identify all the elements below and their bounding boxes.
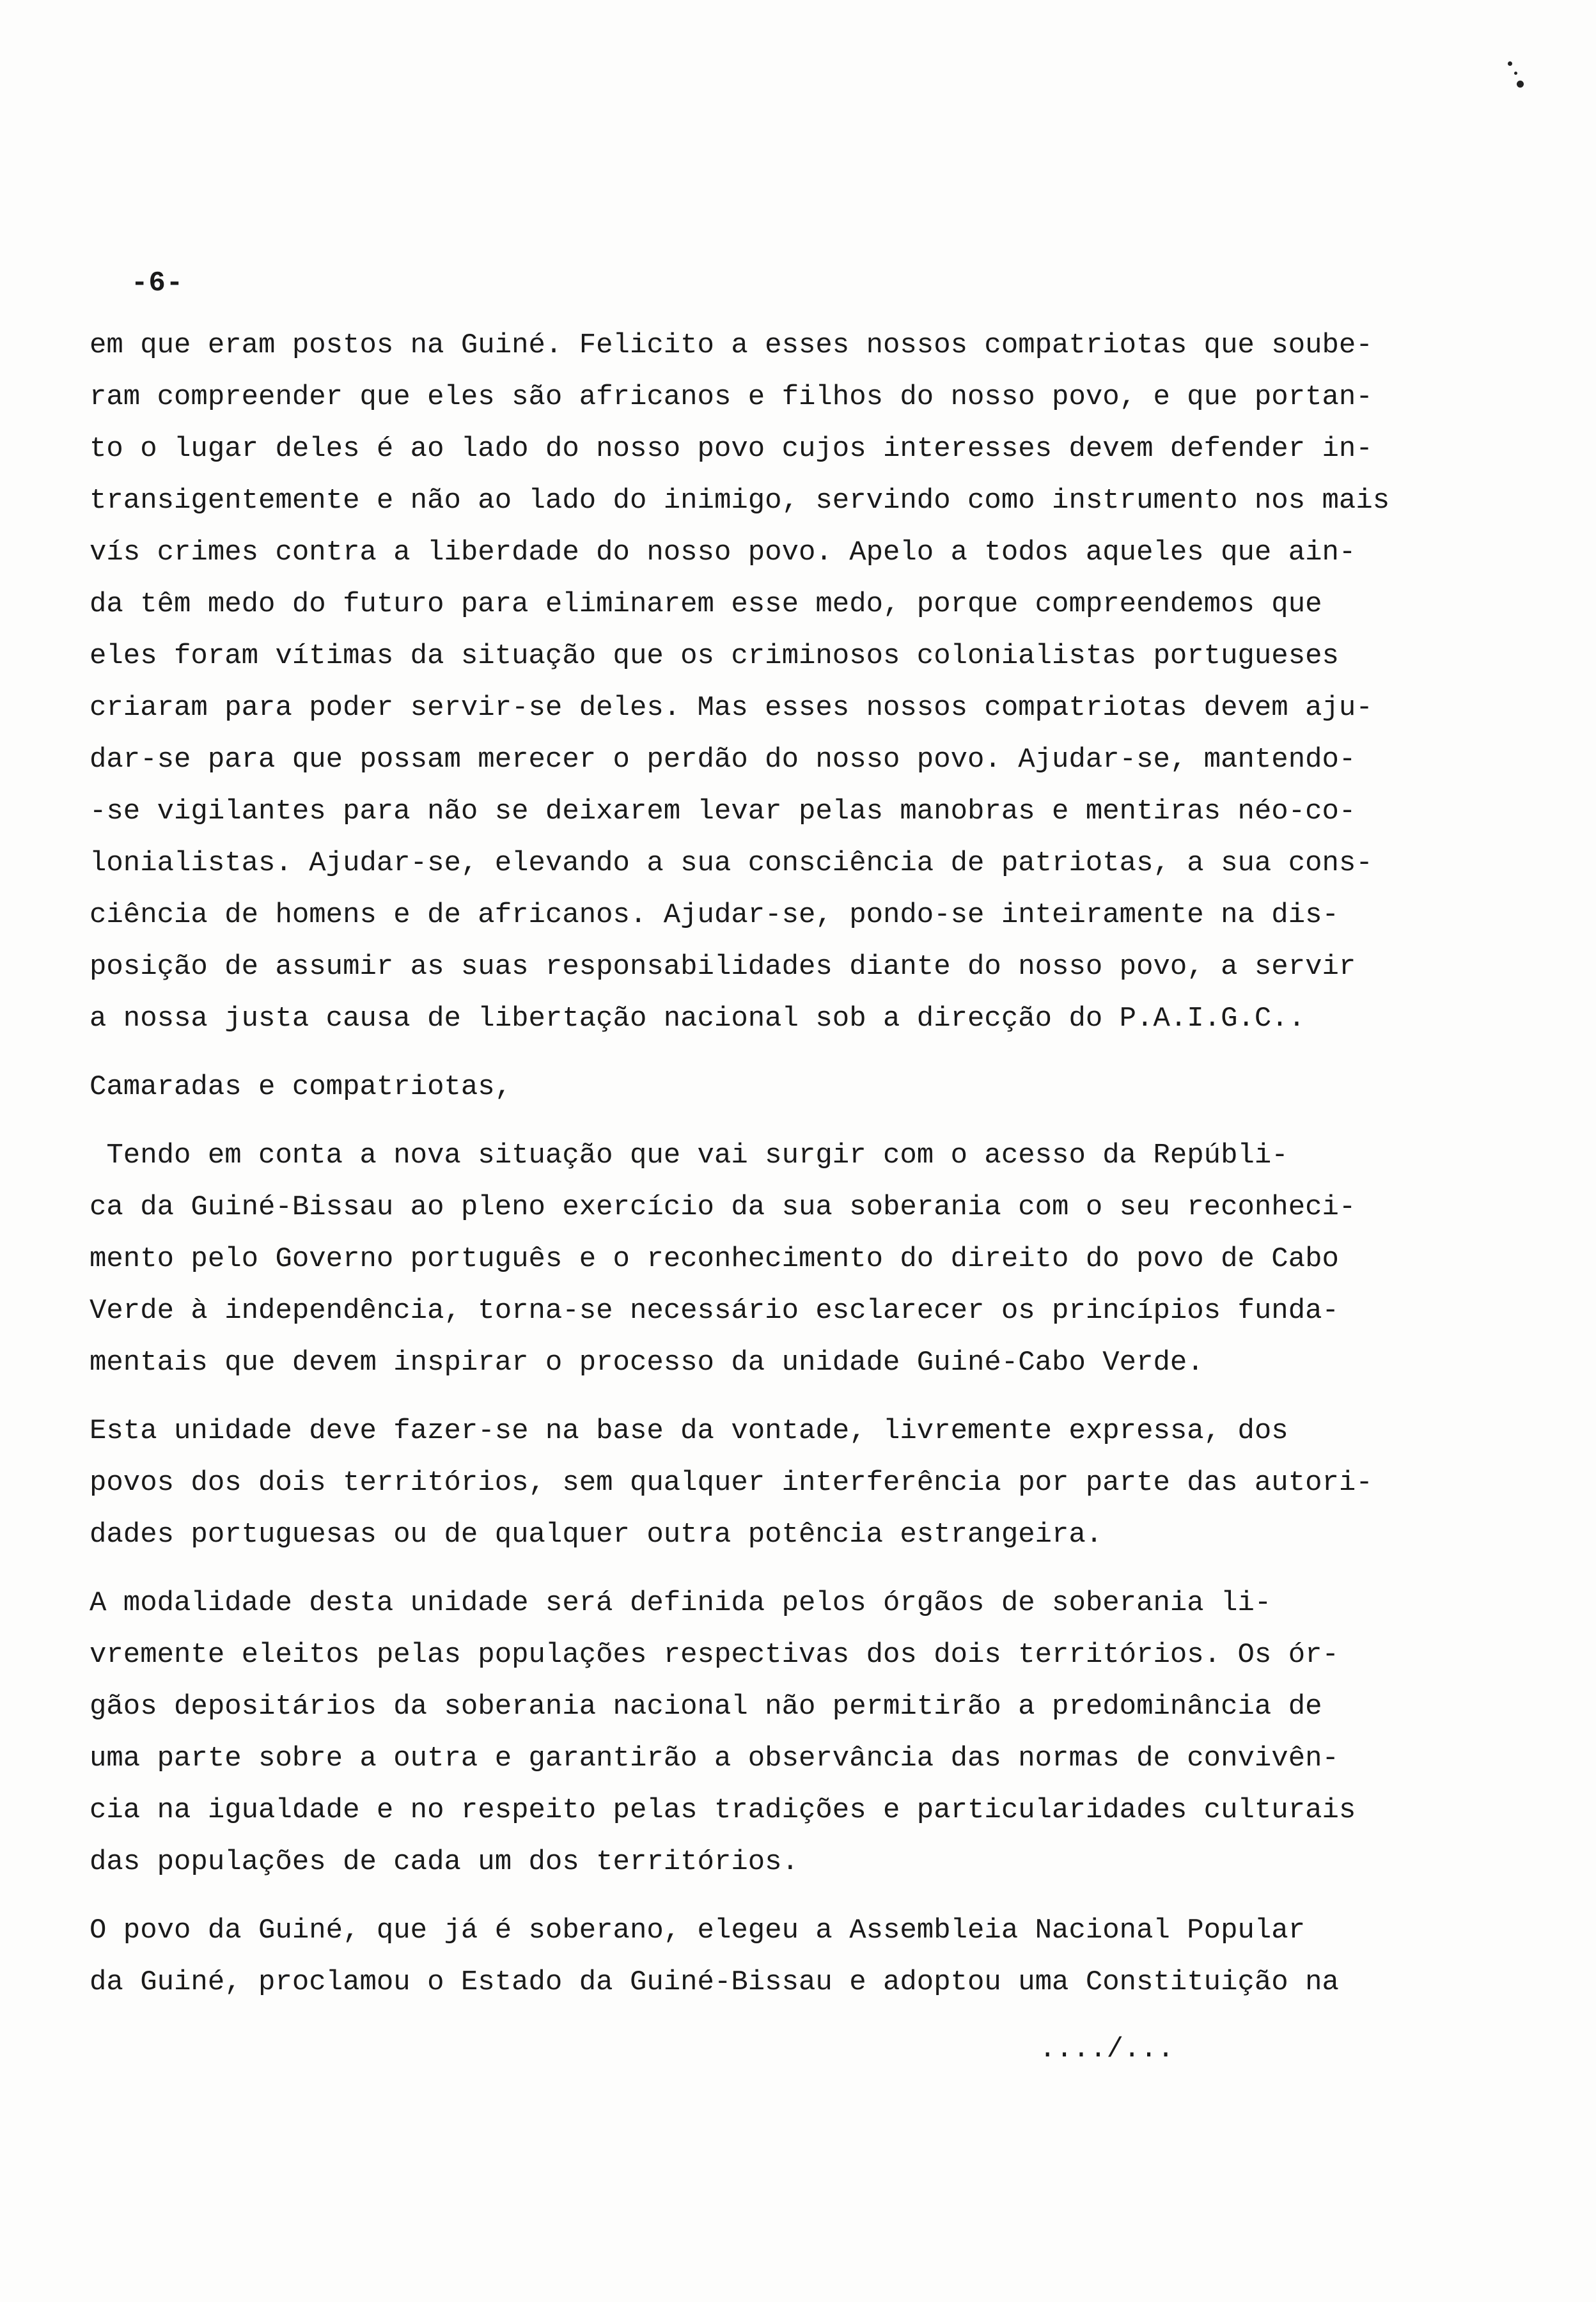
paragraph-gap	[90, 1113, 1368, 1130]
paragraph	[90, 1561, 1368, 1888]
text-line: da têm medo do futuro para eliminarem esse medo, porque compreendemos que	[90, 588, 1322, 620]
text-line: gãos depositários da soberania nacional não permitirão a predominância de	[90, 1691, 1322, 1723]
paragraph	[90, 1045, 1368, 1113]
text-line: Verde à independência, torna-se necessário esclarecer os princípios funda-	[90, 1295, 1339, 1327]
text-line: eles foram vítimas da situação que os criminosos colonialistas portugueses	[90, 640, 1339, 672]
ink-speck	[1514, 72, 1517, 75]
text-line: transigentemente e não ao lado do inimigo, servindo como instrumento nos mais	[90, 485, 1390, 517]
text-line: da Guiné, proclamou o Estado da Guiné-Bissau e adoptou uma Constituição na	[90, 1966, 1339, 1998]
text-line: ca da Guiné-Bissau ao pleno exercício da sua soberania com o seu reconheci-	[90, 1191, 1356, 1223]
text-line: mentais que devem inspirar o processo da unidade Guiné-Cabo Verde.	[90, 1347, 1204, 1379]
text-line: posição de assumir as suas responsabilidades diante do nosso povo, a servir	[90, 951, 1356, 983]
text-line: Tendo em conta a nova situação que vai surgir com o acesso da Repúbli-	[90, 1139, 1288, 1171]
paragraph	[90, 320, 1390, 1045]
continuation-mark: ..../...	[1039, 2033, 1175, 2065]
text-line: dar-se para que possam merecer o perdão do nosso povo. Ajudar-se, mantendo-	[90, 744, 1356, 776]
paragraph-gap	[90, 1045, 1368, 1061]
text-line: criaram para poder servir-se deles. Mas esses nossos compatriotas devem aju-	[90, 692, 1373, 724]
text-line: em que eram postos na Guiné. Felicito a esses nossos compatriotas que soube-	[90, 329, 1373, 361]
text-line: uma parte sobre a outra e garantirão a observância das normas de convivên-	[90, 1742, 1339, 1774]
paragraph-gap	[90, 1561, 1368, 1578]
paragraph	[90, 1113, 1368, 1389]
text-line: dades portuguesas ou de qualquer outra potência estrangeira.	[90, 1519, 1103, 1551]
ink-speck	[1517, 81, 1524, 88]
paragraph-gap	[90, 1389, 1368, 1405]
text-line: vremente eleitos pelas populações respectivas dos dois territórios. Os ór-	[90, 1639, 1339, 1671]
text-line: ciência de homens e de africanos. Ajudar-se, pondo-se inteiramente na dis-	[90, 899, 1339, 931]
text-line: mento pelo Governo português e o reconhecimento do direito do povo de Cabo	[90, 1243, 1339, 1275]
text-line: A modalidade desta unidade será definida pelos órgãos de soberania li-	[90, 1587, 1272, 1619]
paragraph	[90, 1888, 1368, 2008]
text-line: Esta unidade deve fazer-se na base da vontade, livremente expressa, dos	[90, 1415, 1288, 1447]
paragraph	[90, 1389, 1373, 1561]
text-line: lonialistas. Ajudar-se, elevando a sua consciência de patriotas, a sua cons-	[90, 847, 1373, 879]
text-line: povos dos dois territórios, sem qualquer interferência por parte das autori-	[90, 1467, 1373, 1499]
paragraph-gap	[90, 1888, 1368, 1905]
page-number: -6-	[131, 267, 184, 299]
text-line: ram compreender que eles são africanos e filhos do nosso povo, e que portan-	[90, 381, 1373, 413]
text-line: O povo da Guiné, que já é soberano, elegeu a Assembleia Nacional Popular	[90, 1914, 1306, 1946]
text-line: cia na igualdade e no respeito pelas tradições e particularidades culturais	[90, 1794, 1356, 1826]
body-text	[90, 320, 1390, 2008]
text-line: das populações de cada um dos territórios.	[90, 1846, 799, 1878]
text-line: -se vigilantes para não se deixarem levar pelas manobras e mentiras néo-co-	[90, 795, 1356, 827]
text-line: to o lugar deles é ao lado do nosso povo cujos interesses devem defender in-	[90, 433, 1373, 465]
text-line: vís crimes contra a liberdade do nosso povo. Apelo a todos aqueles que ain-	[90, 536, 1356, 568]
text-line: a nossa justa causa de libertação nacional sob a direcção do P.A.I.G.C..	[90, 1003, 1306, 1035]
text-line: Camaradas e compatriotas,	[90, 1071, 512, 1103]
ink-speck	[1508, 61, 1512, 66]
